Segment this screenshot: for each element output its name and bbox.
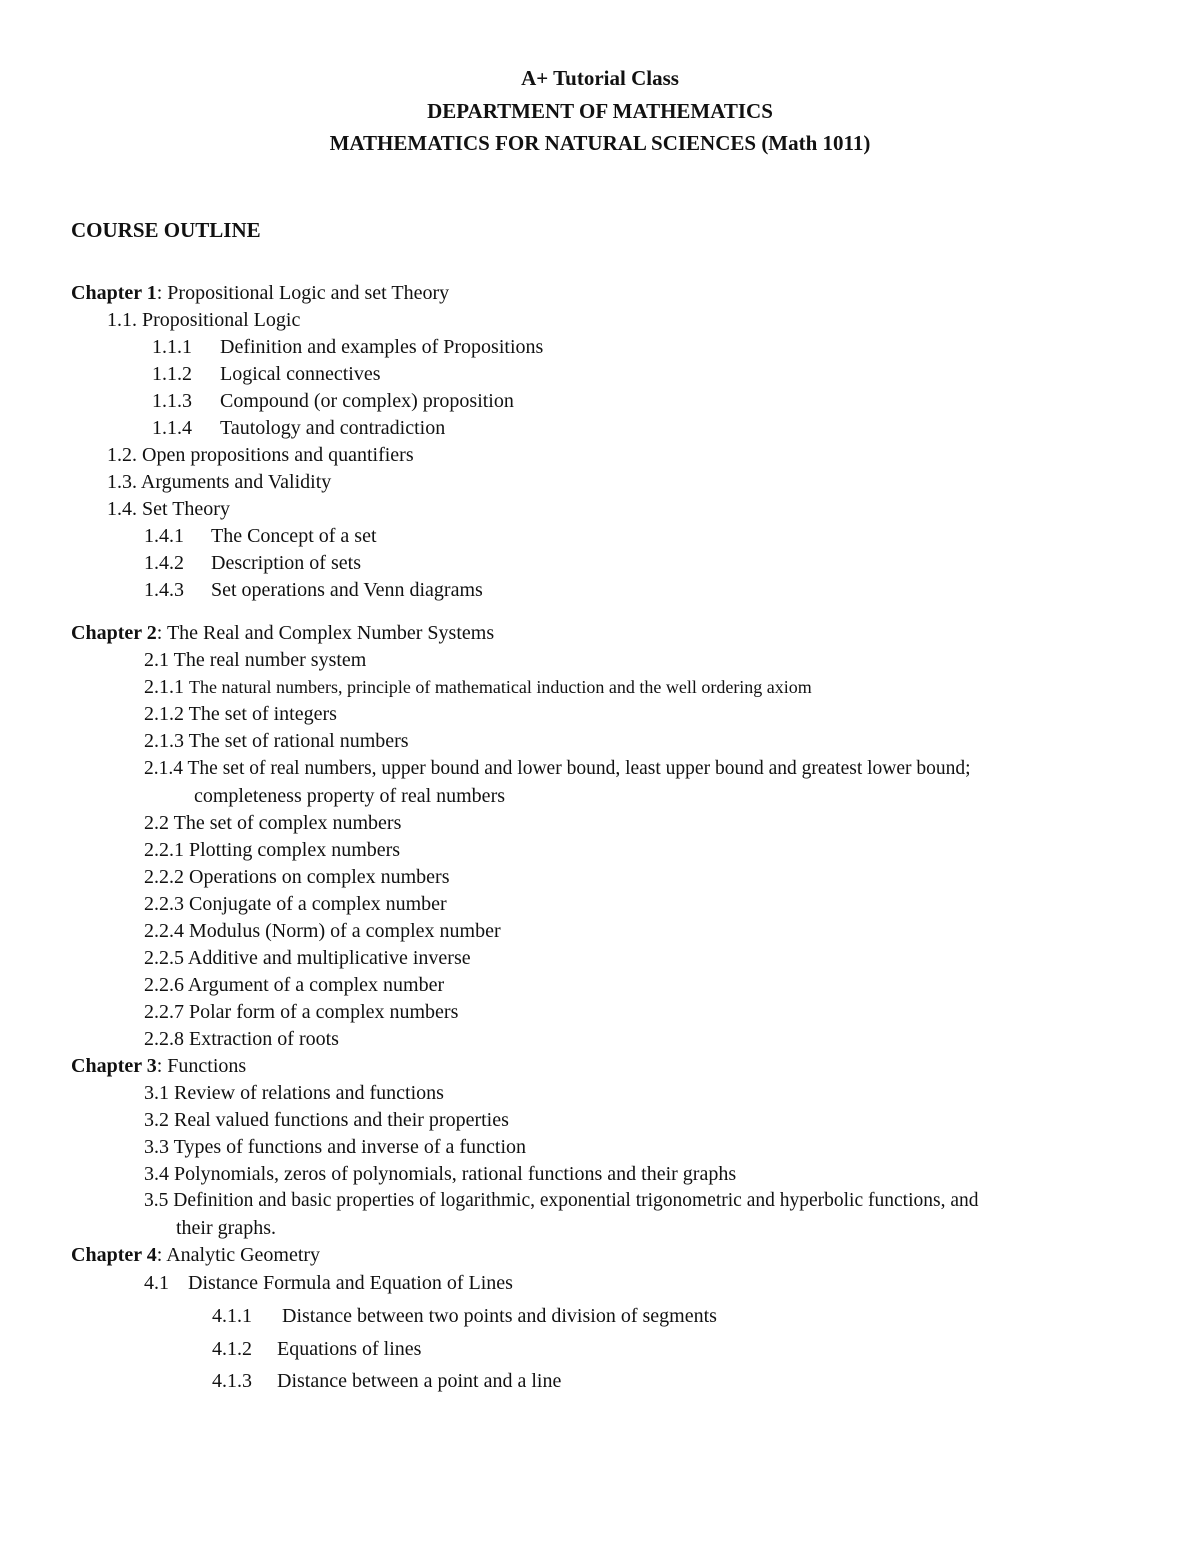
section-3-3: 3.3 Types of functions and inverse of a function — [144, 1136, 527, 1158]
section-2-1-2: 2.1.2 The set of integers — [144, 703, 337, 725]
document-header — [0, 62, 1200, 160]
section-text: Definition and examples of Propositions — [220, 336, 544, 358]
section-text: Tautology and contradiction — [220, 417, 446, 439]
section-text: Compound (or complex) proposition — [220, 390, 514, 412]
section-1-1-2 — [152, 363, 381, 386]
section-text: Distance between two points and division of segments — [282, 1305, 717, 1327]
section-1-2: 1.2. Open propositions and quantifiers — [107, 444, 414, 466]
section-2-2-4: 2.2.4 Modulus (Norm) of a complex number — [144, 920, 501, 942]
section-number: 1.4.3 — [144, 579, 184, 601]
chapter-1-label: Chapter 1 — [71, 282, 157, 304]
chapter-4-heading — [71, 1244, 320, 1267]
section-1-1: 1.1. Propositional Logic — [107, 309, 301, 331]
section-number: 1.4.1 — [144, 525, 184, 547]
section-1-4-1 — [144, 525, 377, 548]
section-number: 4.1 — [144, 1272, 169, 1294]
section-text: The Concept of a set — [211, 525, 377, 547]
section-1-3: 1.3. Arguments and Validity — [107, 471, 332, 493]
section-text: Logical connectives — [220, 363, 381, 385]
section-3-2: 3.2 Real valued functions and their properties — [144, 1109, 509, 1131]
chapter-2-title: : The Real and Complex Number Systems — [156, 622, 495, 644]
section-text: Set operations and Venn diagrams — [211, 579, 483, 601]
section-number: 4.1.3 — [212, 1370, 252, 1392]
section-2-1: 2.1 The real number system — [144, 649, 367, 671]
section-2-2-5: 2.2.5 Additive and multiplicative inverse — [144, 947, 471, 969]
header-course-title: MATHEMATICS FOR NATURAL SCIENCES (Math 1011) — [329, 131, 871, 155]
section-1-4-3 — [144, 579, 483, 602]
section-text: Distance between a point and a line — [277, 1370, 562, 1392]
section-2-1-4: 2.1.4 The set of real numbers, upper bound and lower bound, least upper bound and greatest lower bound; — [144, 758, 971, 779]
section-4-1-2 — [212, 1338, 421, 1361]
section-4-1-3 — [212, 1370, 561, 1393]
section-number: 1.1.3 — [152, 390, 192, 412]
section-4-1-1 — [212, 1305, 717, 1328]
section-text: Equations of lines — [277, 1338, 422, 1360]
section-1-1-4 — [152, 417, 445, 440]
section-text: The natural numbers, principle of mathematical induction and the well ordering axiom — [189, 677, 812, 697]
section-2-1-3: 2.1.3 The set of rational numbers — [144, 730, 409, 752]
chapter-1-heading — [71, 282, 449, 305]
section-2-2-3: 2.2.3 Conjugate of a complex number — [144, 893, 447, 915]
section-2-2: 2.2 The set of complex numbers — [144, 812, 402, 834]
section-2-2-8: 2.2.8 Extraction of roots — [144, 1028, 339, 1050]
section-4-1 — [144, 1272, 513, 1295]
chapter-2-heading — [71, 622, 494, 645]
section-2-2-7: 2.2.7 Polar form of a complex numbers — [144, 1001, 459, 1023]
section-3-1: 3.1 Review of relations and functions — [144, 1082, 444, 1104]
header-tutorial-class: A+ Tutorial Class — [521, 66, 679, 90]
section-2-2-1: 2.2.1 Plotting complex numbers — [144, 839, 401, 861]
section-3-4: 3.4 Polynomials, zeros of polynomials, rational functions and their graphs — [144, 1163, 737, 1185]
section-3-5-continued: their graphs. — [176, 1217, 276, 1239]
chapter-4-title: : Analytic Geometry — [156, 1244, 321, 1266]
section-1-4: 1.4. Set Theory — [107, 498, 230, 520]
course-outline-heading: COURSE OUTLINE — [71, 218, 261, 242]
section-text: Distance Formula and Equation of Lines — [188, 1272, 513, 1294]
chapter-3-label: Chapter 3 — [71, 1055, 157, 1077]
section-1-1-1 — [152, 336, 543, 359]
chapter-4-label: Chapter 4 — [71, 1244, 157, 1266]
section-2-2-2: 2.2.2 Operations on complex numbers — [144, 866, 450, 888]
chapter-3-heading — [71, 1055, 246, 1078]
chapter-2-label: Chapter 2 — [71, 622, 157, 644]
section-number: 1.1.1 — [152, 336, 192, 358]
section-number: 4.1.2 — [212, 1338, 252, 1360]
section-number: 1.1.4 — [152, 417, 192, 439]
section-2-1-1 — [144, 676, 812, 699]
section-number: 1.4.2 — [144, 552, 184, 574]
section-number: 4.1.1 — [212, 1305, 252, 1327]
chapter-3-title: : Functions — [156, 1055, 247, 1077]
section-2-2-6: 2.2.6 Argument of a complex number — [144, 974, 445, 996]
section-number: 2.1.1 — [144, 676, 189, 698]
section-3-5: 3.5 Definition and basic properties of logarithmic, exponential trigonometric and hyperbolic functions, and — [144, 1190, 979, 1211]
section-2-1-4-continued: completeness property of real numbers — [194, 785, 506, 807]
section-1-4-2 — [144, 552, 361, 575]
chapter-1-title: : Propositional Logic and set Theory — [156, 282, 450, 304]
header-department: DEPARTMENT OF MATHEMATICS — [427, 98, 773, 123]
section-text: Description of sets — [211, 552, 361, 574]
section-number: 1.1.2 — [152, 363, 192, 385]
section-1-1-3 — [152, 390, 514, 413]
